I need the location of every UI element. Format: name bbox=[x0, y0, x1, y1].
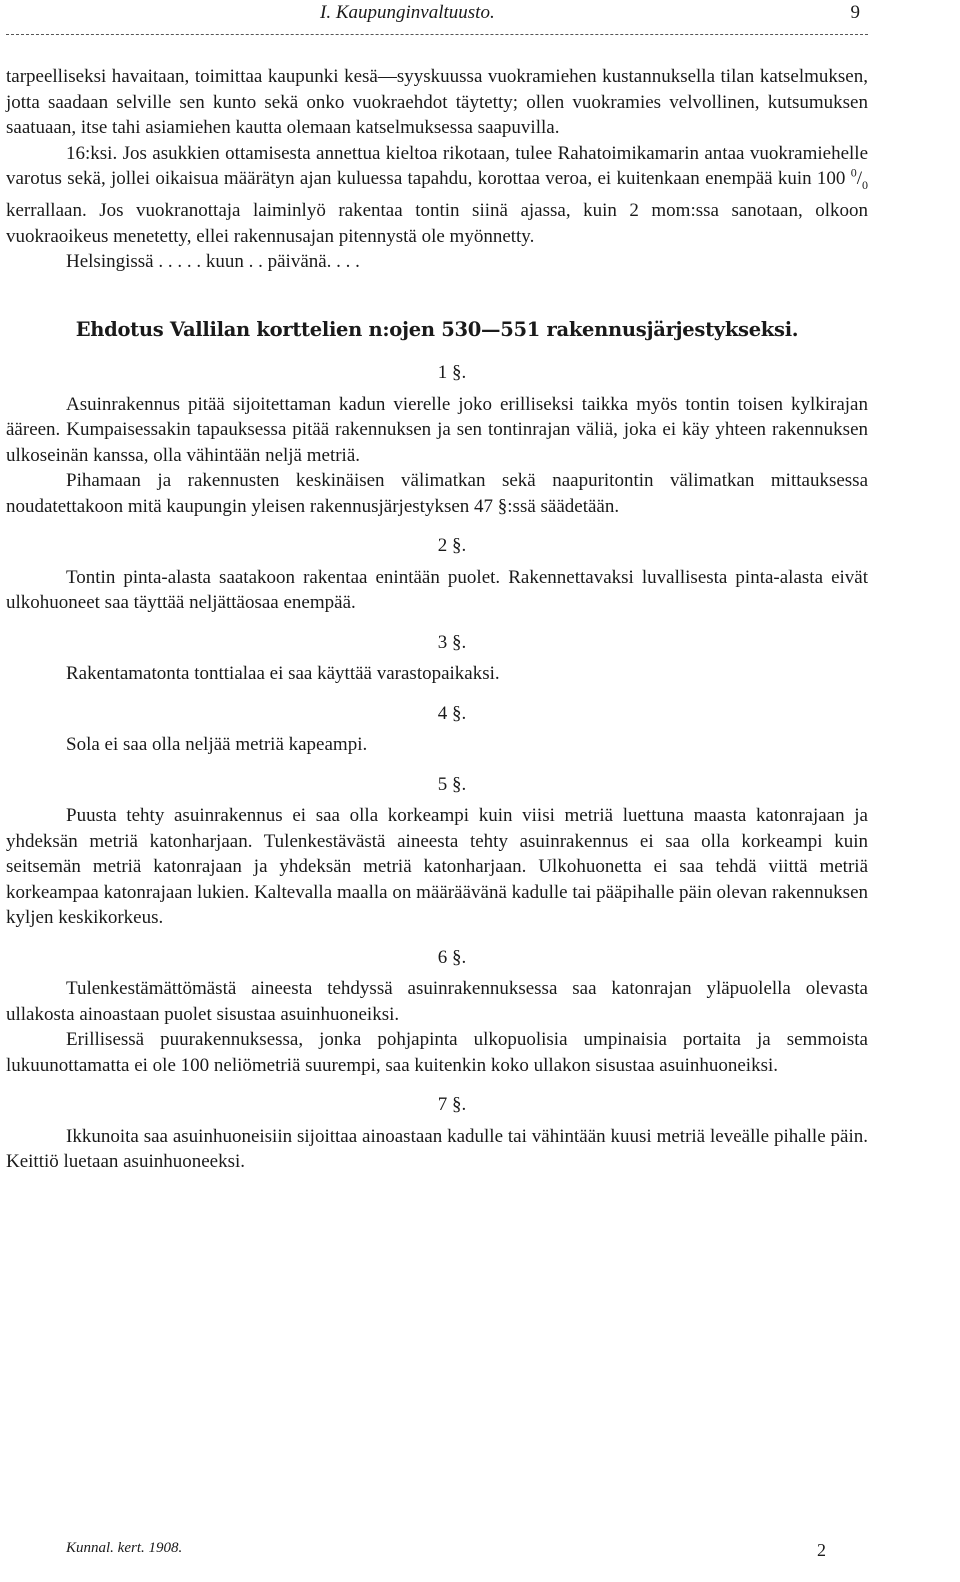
section-number: 6 §. bbox=[437, 946, 467, 968]
section-number: 4 §. bbox=[437, 702, 467, 724]
footer-signature-number: 2 bbox=[817, 1540, 826, 1560]
header-title: I. Kaupunginvaltuusto. bbox=[320, 2, 495, 23]
section-paragraph: Sola ei saa olla neljää metriä kapeampi. bbox=[66, 734, 368, 756]
page-footer bbox=[66, 1540, 826, 1564]
section-paragraph: Tulenkestämättömästä aineesta tehdyssä asuinrakennuksessa saa katonrajan yläpuolella olevasta ullakosta ainoastaan puolet sisustaa asuinhuoneiksi. bbox=[6, 978, 868, 1025]
signature-line: Helsingissä . . . . . kuun . . päivänä. . . . bbox=[66, 251, 360, 273]
section-paragraph: Tontin pinta-alasta saatakoon rakentaa enintään puolet. Rakennettavaksi luvallisesta pinta-alasta eivät ulkohuoneet saa täyttää neljättäosaa enempää. bbox=[6, 566, 868, 614]
section-paragraph: Asuinrakennus pitää sijoitettaman kadun vierelle joko erilliseksi taikka myös tontin toisen kylkirajan ääreen. Kumpaisessakin tapauksessa pitää rakennuksen ja sen tontinrajan väliä, joka ei käy yhteen rakennuksen ulkoseinän kanssa, olla vähintään neljä metriä. bbox=[6, 393, 868, 466]
body-text bbox=[6, 64, 868, 1175]
section-paragraph: Rakentamatonta tonttialaa ei saa käyttää varastopaikaksi. bbox=[66, 663, 500, 685]
section-number: 2 §. bbox=[437, 535, 467, 557]
section-paragraph: Erillisessä puurakennuksessa, jonka pohjapinta ulkopuolisia umpinaisia portaita ja semmoista lukuunottamatta ei ole 100 neliömetriä suurempi, saa kuitenkin koko ullakon sisustaa asuinhuoneiksi. bbox=[6, 1029, 868, 1076]
section-number: 5 §. bbox=[437, 773, 467, 795]
percent-sign-bottom: 0 bbox=[862, 177, 868, 192]
intro-paragraph-2-text: 16:ksi. Jos asukkien ottamisesta annettua kieltoa rikotaan, tulee Rahatoimikamarin antaa vuokramiehelle varotus sekä, jollei oikaisua määrätyn ajan kuluessa tapahdu, korottaa veroa, ei kuitenkaan enempää kuin 100 bbox=[6, 142, 868, 189]
sections-container bbox=[6, 360, 868, 1175]
section-paragraph: Ikkunoita saa asuinhuoneisiin sijoittaa ainoastaan kadulle tai vähintään kuusi metriä leveälle pihalle päin. Keittiö luetaan asuinhuoneeksi. bbox=[6, 1125, 868, 1173]
main-heading: Ehdotus Vallilan korttelien n:ojen 530—551 rakennusjärjestykseksi. bbox=[75, 317, 799, 341]
intro-paragraph-2-continuation: kerrallaan. Jos vuokranottaja laiminlyö rakentaa tontin siinä ajassa, kuin 2 mom:ssa sanotaan, olkoon vuokraoikeus menetetty, ellei rakennusajan pitennystä ole myönnetty. bbox=[6, 200, 868, 247]
section-paragraph: Pihamaan ja rakennusten keskinäisen välimatkan sekä naapuritontin välimatkan mittauksessa noudatettakoon mitä kaupungin yleisen rakennusjärjestyksen 47 §:ssä säädetään. bbox=[6, 470, 868, 517]
section-paragraph: Puusta tehty asuinrakennus ei saa olla korkeampi kuin viisi metriä luettuna maasta katonrajaan ja yhdeksän metriä katonharjaan. Tulenkestävästä aineesta tehty asuinrakennus ei saa olla korkeampi kuin seitsemän metriä katonrajaan ja yhdeksän metriä katonharjaan. Ulkohuonetta ei saa tehdä viittä metriä korkeampaa katonrajaan lukien. Kaltevalla maalla on määräävänä kadulle tai pääpihalle päin olevan rakennuksen kyljen keskikorkeus. bbox=[6, 805, 868, 929]
percent-sign-slash: / bbox=[856, 168, 862, 189]
section-number: 1 §. bbox=[437, 362, 467, 384]
percent-sign-top: 0 bbox=[850, 165, 857, 180]
footer-publication: Kunnal. kert. 1908. bbox=[66, 1540, 183, 1556]
section-number: 3 §. bbox=[437, 631, 467, 653]
section-number: 7 §. bbox=[437, 1094, 467, 1116]
page-number: 9 bbox=[850, 2, 860, 23]
intro-paragraph-2 bbox=[6, 141, 868, 250]
intro-paragraph-1: tarpeelliseksi havaitaan, toimittaa kaupunki kesä—syyskuussa vuokramiehen kustannuksella tilan katselmuksen, jotta saadaan selville sen kunto sekä onko vuokraehdot täytetty; ollen vuokramies velvollinen, kutsumuksen saatuaan, itse tahi asiamiehen kautta olemaan katselmuksessa saapuvilla. bbox=[6, 66, 868, 138]
running-header bbox=[6, 2, 868, 28]
header-divider bbox=[6, 34, 868, 35]
